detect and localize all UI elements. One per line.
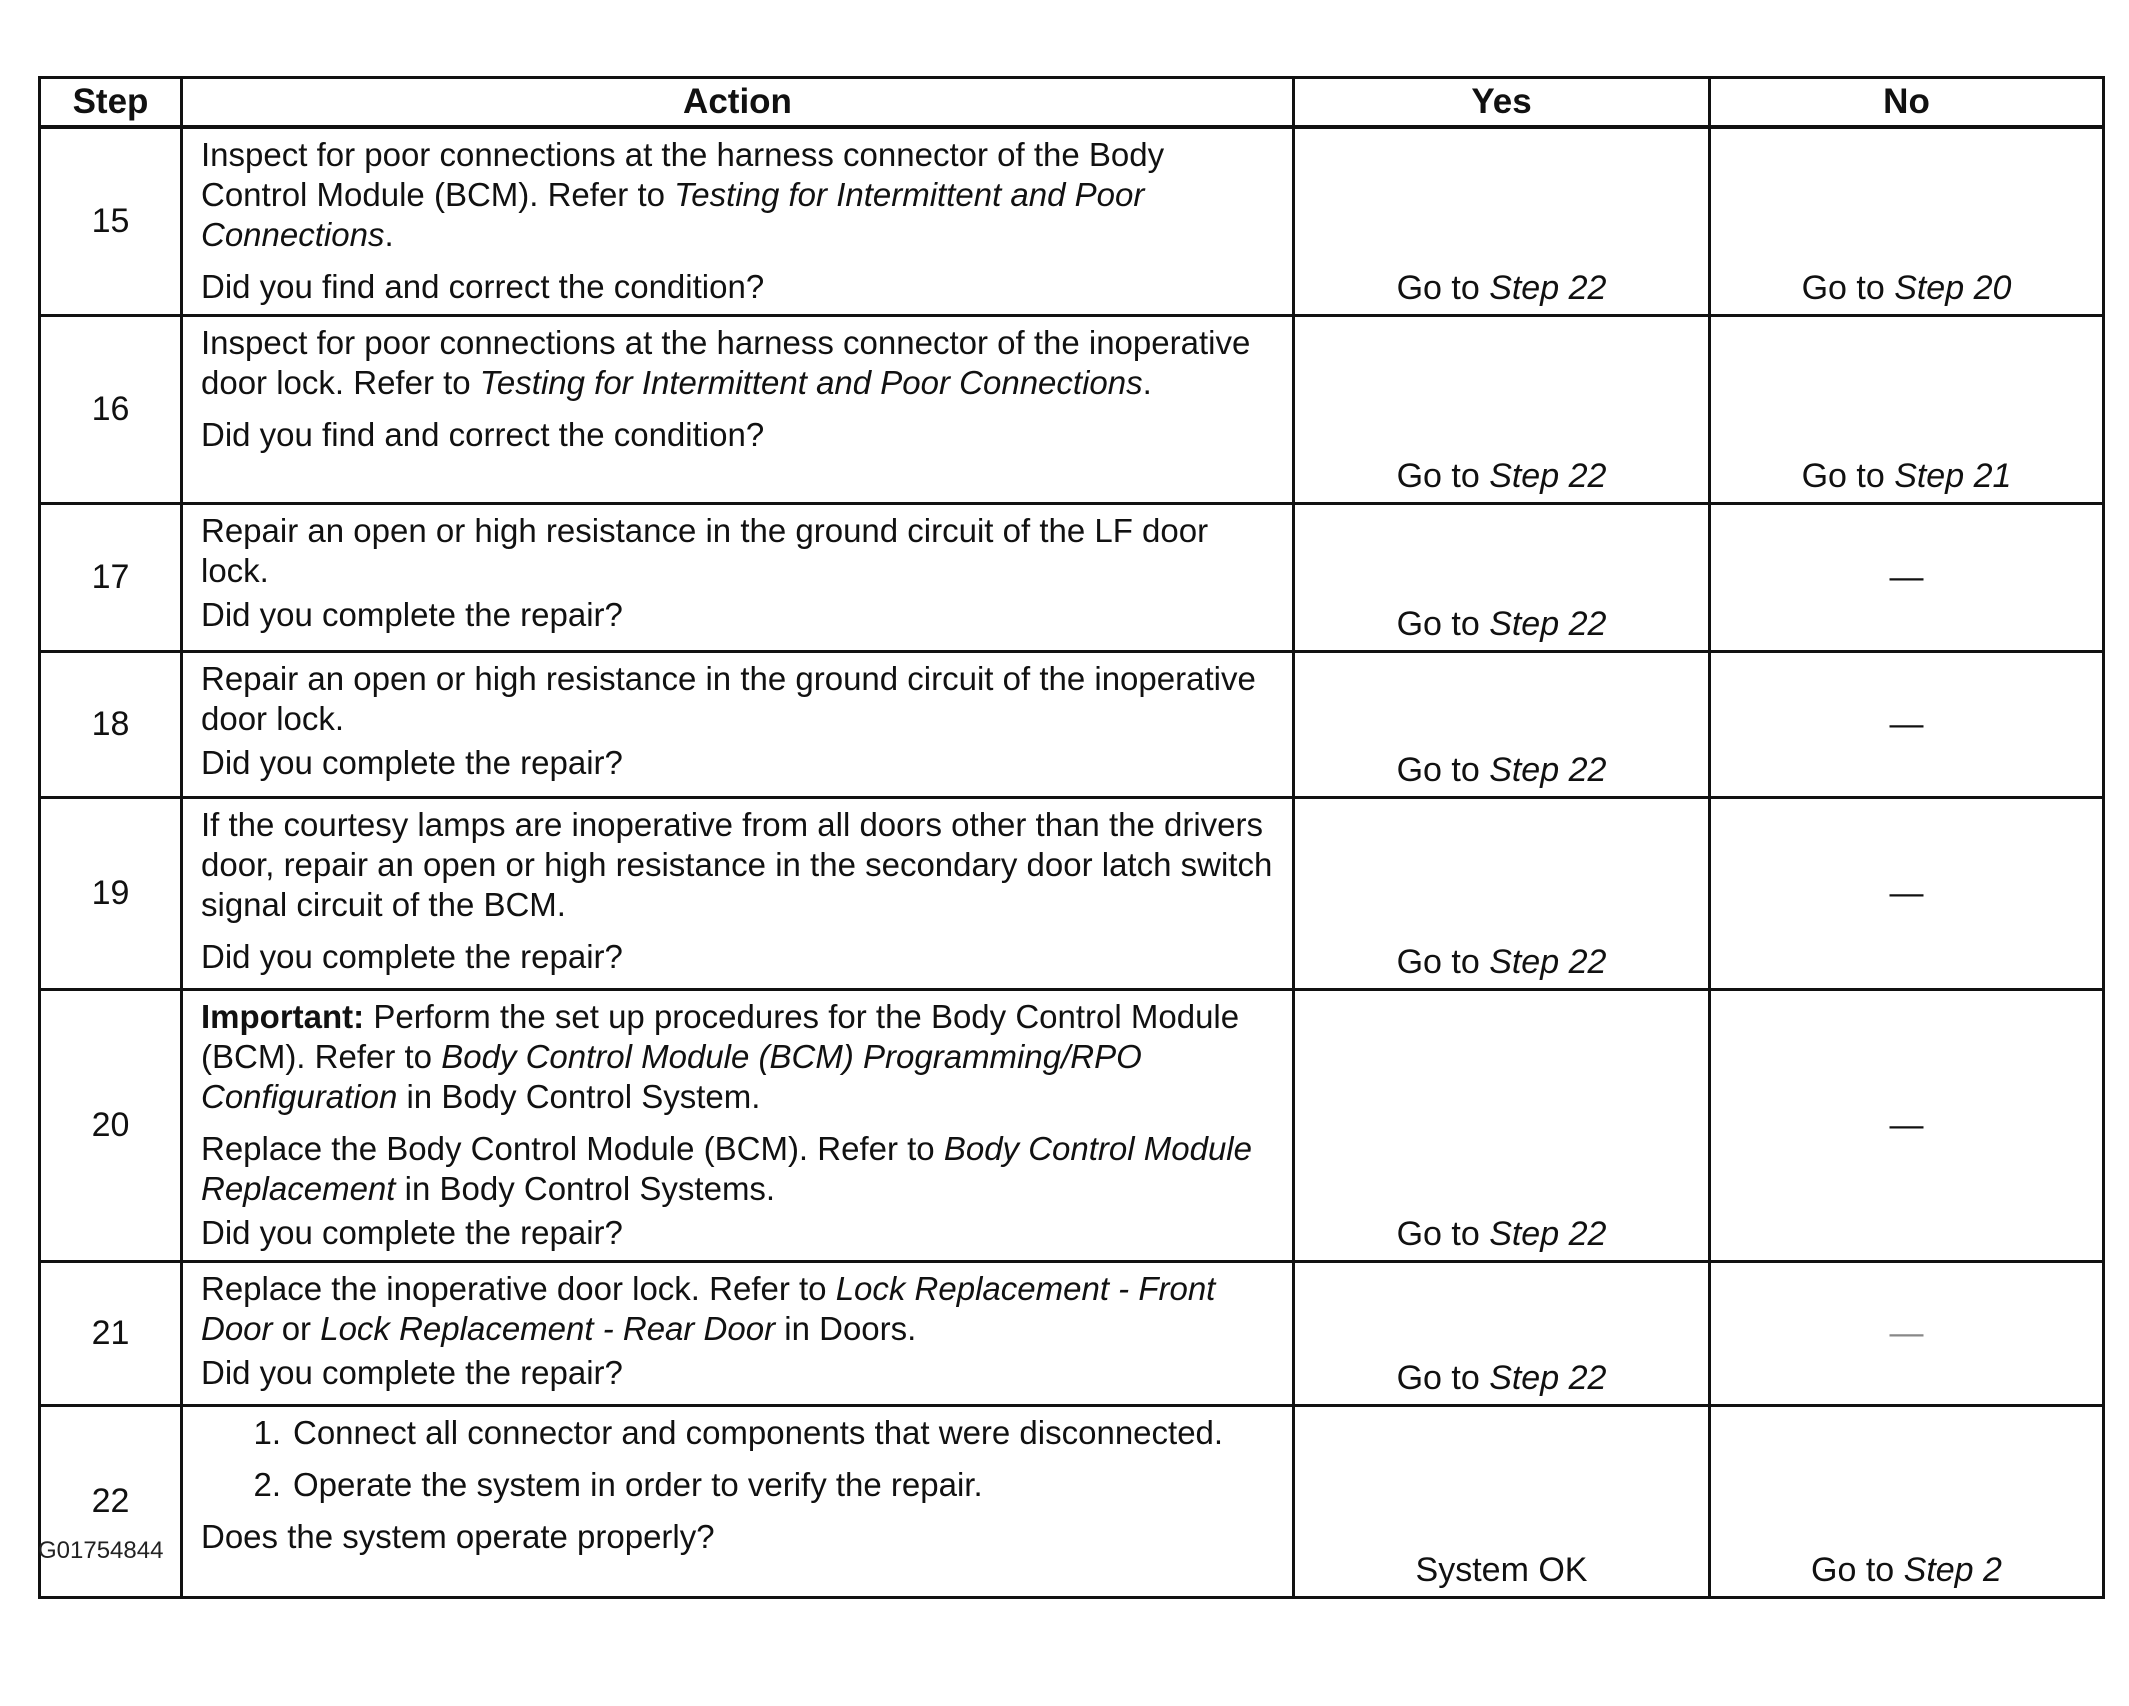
step-number: 16 [40, 315, 182, 503]
yes-cell: Go to Step 22 [1294, 989, 1710, 1261]
action-text: If the courtesy lamps are inoperative from all doors other than the drivers door, repair an open or high resistance in the secondary door latch switch signal circuit of the BCM. [201, 805, 1273, 923]
step-reference: Step 20 [1894, 268, 2012, 307]
reference-link: Testing for Intermittent and Poor Connections [201, 176, 1145, 253]
step-reference: Step 22 [1489, 750, 1607, 789]
step-reference: Step 22 [1489, 268, 1607, 307]
table-row [40, 797, 2104, 989]
action-list [201, 1413, 1278, 1505]
reference-link: Lock Replacement - Rear Door [320, 1309, 776, 1347]
header-action: Action [182, 78, 1294, 128]
action-cell [182, 503, 1294, 651]
question-text: Did you find and correct the condition? [201, 268, 765, 305]
reference-link: Body Control Module Replacement [201, 1129, 1252, 1207]
important-note: Important: Perform the set up procedures for the Body Control Module (BCM). Refer to Body Control Module (BCM) Programming/RPO Configuration in Body Control System. [201, 997, 1240, 1115]
step-reference: Step 22 [1489, 1214, 1607, 1253]
step-reference: Step 21 [1894, 456, 2012, 495]
table-row [40, 1261, 2104, 1405]
question-text: Did you complete the repair? [201, 937, 623, 975]
table-row [40, 315, 2104, 503]
no-cell: — [1710, 797, 2104, 989]
table-row [40, 127, 2104, 315]
diagnostic-table [38, 76, 2105, 1599]
header-no: No [1710, 78, 2104, 128]
reference-link: Testing for Intermittent and Poor Connections [479, 363, 1143, 401]
step-number: 18 [40, 651, 182, 797]
action-text: Replace the inoperative door lock. Refer to Lock Replacement - Front Door or Lock Replacement - Rear Door in Doors. [201, 1269, 1216, 1347]
step-number: 15 [40, 127, 182, 315]
step-reference: Step 22 [1489, 604, 1607, 643]
reference-link: Lock Replacement - Front Door [201, 1269, 1216, 1347]
action-text: Inspect for poor connections at the harness connector of the Body Control Module (BCM). Refer to Testing for Intermittent and Poor Connections. [201, 136, 1165, 253]
step-reference: Step 22 [1489, 1358, 1607, 1397]
diagnostic-table-sheet [38, 76, 2102, 1599]
step-reference: Step 22 [1489, 942, 1607, 981]
header-step: Step [40, 78, 182, 128]
action-cell [182, 315, 1294, 503]
step-number: 17 [40, 503, 182, 651]
no-cell: — [1710, 503, 2104, 651]
yes-cell: Go to Step 22 [1294, 1261, 1710, 1405]
question-text: Did you complete the repair? [201, 743, 623, 781]
step-number: 21 [40, 1261, 182, 1405]
action-cell [182, 127, 1294, 315]
yes-cell: Go to Step 22 [1294, 503, 1710, 651]
header-yes: Yes [1294, 78, 1710, 128]
action-cell [182, 1261, 1294, 1405]
table-row [40, 989, 2104, 1261]
question-text: Does the system operate properly? [201, 1517, 715, 1555]
yes-cell: System OK [1294, 1405, 1710, 1597]
action-cell [182, 989, 1294, 1261]
list-item: 2. Operate the system in order to verify the repair. [253, 1465, 983, 1503]
step-number: 20 [40, 989, 182, 1261]
step-number: 22 [40, 1405, 182, 1597]
step-reference: Step 22 [1489, 456, 1607, 495]
question-text: Did you complete the repair? [201, 595, 623, 633]
action-text: Repair an open or high resistance in the ground circuit of the LF door lock. [201, 511, 1209, 589]
step-reference: Step 2 [1903, 1550, 2002, 1589]
figure-id: G01754844 [38, 1537, 164, 1564]
step-number: 19 [40, 797, 182, 989]
yes-cell: Go to Step 22 [1294, 651, 1710, 797]
no-cell: — [1710, 651, 2104, 797]
yes-cell: Go to Step 22 [1294, 797, 1710, 989]
list-item: 1. Connect all connector and components that were disconnected. [253, 1413, 1224, 1451]
action-text: Replace the Body Control Module (BCM). Refer to Body Control Module Replacement in Body Control Systems. [201, 1129, 1252, 1207]
no-cell: Go to Step 21 [1710, 315, 2104, 503]
action-cell [182, 1405, 1294, 1597]
action-text: Inspect for poor connections at the harness connector of the inoperative door lock. Refer to Testing for Intermittent and Poor Connections. [201, 323, 1251, 401]
action-text: Repair an open or high resistance in the ground circuit of the inoperative door lock. [201, 659, 1256, 737]
table-header-row [40, 78, 2104, 128]
reference-link: Body Control Module (BCM) Programming/RPO Configuration [201, 1037, 1142, 1115]
no-cell: — [1710, 1261, 2104, 1405]
yes-cell: Go to Step 22 [1294, 315, 1710, 503]
important-label: Important: [201, 997, 365, 1035]
table-row [40, 651, 2104, 797]
no-cell: — [1710, 989, 2104, 1261]
question-text: Did you complete the repair? [201, 1213, 623, 1251]
question-text: Did you find and correct the condition? [201, 415, 765, 453]
action-cell [182, 651, 1294, 797]
no-cell: Go to Step 2 [1710, 1405, 2104, 1597]
question-text: Did you complete the repair? [201, 1353, 623, 1391]
table-row [40, 1405, 2104, 1597]
no-cell: Go to Step 20 [1710, 127, 2104, 315]
table-row [40, 503, 2104, 651]
yes-cell: Go to Step 22 [1294, 127, 1710, 315]
action-cell [182, 797, 1294, 989]
